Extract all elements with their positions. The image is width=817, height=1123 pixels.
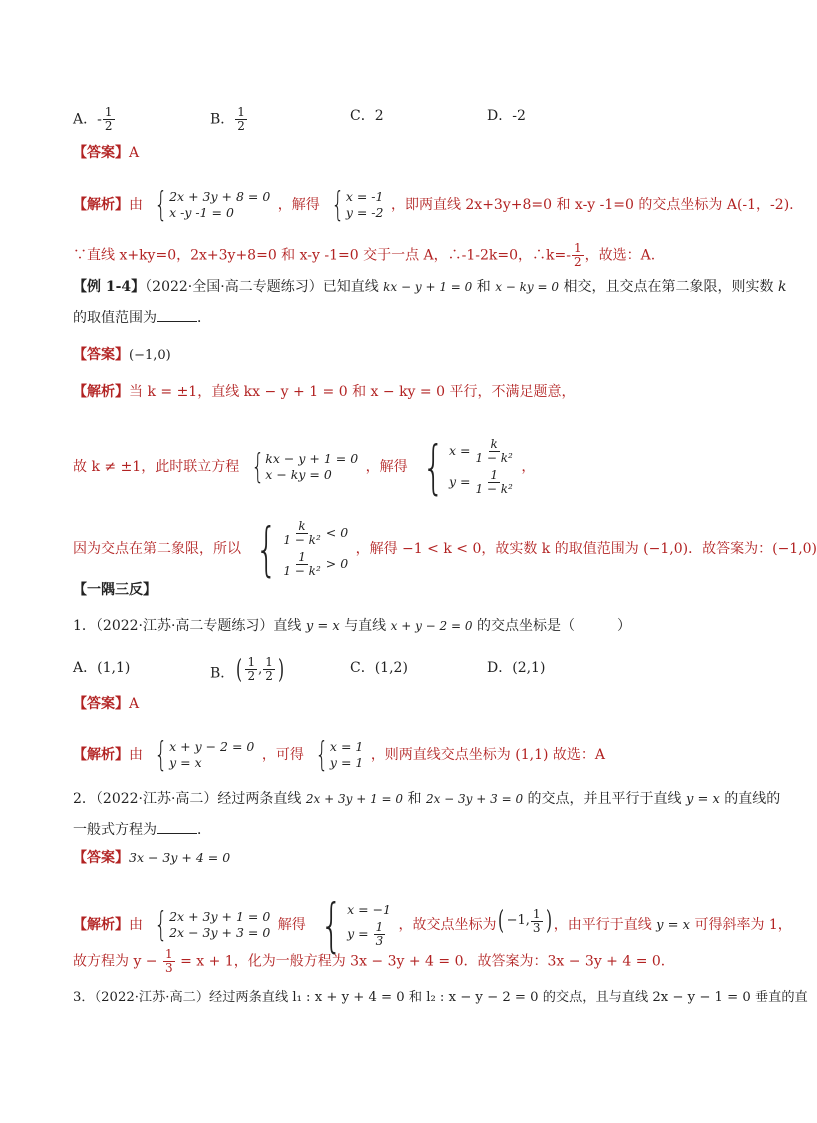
option-value: (1,1)	[97, 660, 131, 676]
text: ，	[521, 459, 536, 475]
text: 由	[129, 917, 143, 933]
text: 与直线	[344, 618, 387, 634]
numerator: 1	[532, 906, 541, 921]
prev-answer	[73, 143, 734, 163]
option-a	[73, 106, 116, 133]
equation: y = x	[305, 619, 340, 634]
option-letter: A．	[73, 660, 98, 676]
denominator: 2	[574, 255, 582, 269]
text: 解得	[277, 917, 306, 933]
option-a	[73, 658, 130, 678]
coord: −1,	[506, 913, 530, 928]
option-value: -2	[512, 108, 526, 124]
text: 1．（2022·江苏·高二专题练习）直线	[73, 618, 302, 634]
option-value: (1,2)	[374, 660, 408, 676]
text: 和	[476, 279, 491, 295]
text: ，由平行于直线	[553, 917, 652, 933]
option-c	[350, 106, 384, 126]
q1-options-row	[73, 656, 734, 686]
text: 因为交点在第二象限，所以	[73, 541, 241, 557]
option-letter: C．	[350, 660, 375, 676]
q2-answer	[73, 848, 734, 868]
answer-value: A	[129, 145, 140, 161]
text: 相交，且交点在第二象限，则实数	[563, 279, 774, 295]
text: 的取值范围为	[73, 310, 157, 326]
denominator: 1 − k²	[283, 533, 321, 547]
text: ，解得	[365, 459, 408, 475]
inequality-1	[282, 520, 348, 547]
equation-system: { kx − y + 1 = 0 x − ky = 0	[250, 447, 359, 487]
intersection-point: ( −1, $\frac{1}{3}$ )	[498, 906, 552, 936]
option-fraction	[235, 106, 247, 133]
equation: y = x	[169, 755, 202, 770]
variable: k	[777, 279, 787, 295]
text: 的直线的	[724, 791, 781, 807]
option-d	[487, 106, 526, 126]
relation: > 0	[325, 556, 349, 571]
q1-stem	[73, 616, 734, 637]
text: 一般式方程为	[73, 822, 157, 838]
solution-x: x = −1	[347, 902, 391, 917]
analysis-tag: 【解析】	[73, 747, 129, 763]
equation-system: { x + y − 2 = 0 y = x	[154, 735, 255, 775]
lhs: y =	[448, 474, 471, 489]
option-value: 2	[374, 108, 384, 124]
text: 由	[129, 747, 143, 763]
denominator: 2	[104, 119, 113, 133]
solution-x	[449, 438, 514, 465]
equation: x + y − 2 = 0	[390, 619, 473, 633]
text: ，解得 −1 < k < 0，故实数 k 的取值范围为 (−1,0)．故答案为：(−1,0)	[355, 541, 817, 557]
numerator: 1	[298, 550, 306, 564]
equation: 2x + 3y + 8 = 0	[169, 189, 271, 204]
equation: y = x	[656, 918, 690, 933]
denominator: 2	[237, 119, 245, 133]
numerator: 1	[165, 947, 173, 961]
denominator: 3	[165, 961, 173, 975]
denominator: 3	[532, 920, 541, 935]
text: ．	[197, 310, 211, 326]
option-fraction	[103, 106, 115, 133]
solution-system: { x = $\frac{k}{\text{1 − k²}}$ y = $\frac{1}{\text{1 − k²}}$	[422, 433, 513, 501]
denominator: 1 − k²	[475, 451, 513, 465]
answer-blank	[157, 309, 197, 322]
text: 的交点，并且平行于直线	[527, 791, 682, 807]
fraction	[283, 520, 320, 547]
text: 故 k ≠ ±1，此时联立方程	[73, 459, 240, 475]
numerator: 1	[265, 655, 273, 669]
equation: x = 1	[329, 739, 364, 754]
analysis-tag: 【解析】	[73, 197, 129, 213]
numerator: 1	[490, 468, 498, 482]
text: ，故交点坐标为	[398, 917, 497, 933]
fraction	[475, 469, 512, 496]
equation: x + y − 2 = 0	[169, 739, 255, 754]
option-letter: B．	[210, 665, 235, 682]
option-b: B． ( $\frac{1}{2}$ , $\frac{1}{2}$ )	[210, 654, 284, 685]
fraction	[475, 438, 512, 465]
fraction	[283, 551, 320, 578]
denominator: 2	[247, 669, 256, 683]
solution-system: { x = −1 y = $\frac{1}{3}$	[320, 891, 391, 959]
option-letter: B．	[210, 111, 235, 128]
equation: x = -1	[345, 189, 384, 204]
equation: 2x + 3y + 1 = 0	[169, 909, 271, 924]
analysis-tag: 【解析】	[73, 917, 129, 933]
text: = x + 1，化为一般方程为 3x − 3y + 4 = 0．故答案为：3x − 3y + 4 = 0．	[180, 953, 675, 970]
equation: x − ky = 0	[265, 467, 332, 482]
text: ∵直线 x+ky=0，2x+3y+8=0 和 x-y -1=0 交于一点 A，∴-1-2k=0，∴k=-	[73, 247, 571, 264]
answer-tag: 【答案】	[73, 347, 129, 363]
fraction	[263, 656, 275, 683]
q2-analysis-2	[73, 948, 734, 975]
option-b	[210, 106, 248, 133]
solution-y	[347, 921, 391, 948]
prev-analysis-1	[73, 185, 794, 225]
numerator: k	[490, 437, 498, 451]
answer-value: A	[129, 696, 140, 712]
option-letter: A．	[73, 111, 98, 128]
equation: x − ky = 0	[495, 280, 560, 294]
equation: kx − y + 1 = 0	[383, 280, 473, 294]
text: （2022·全国·高二专题练习）已知直线	[145, 279, 379, 295]
answer-tag: 【答案】	[73, 696, 129, 712]
fraction	[245, 656, 257, 683]
fraction	[163, 948, 175, 975]
option-letter: C．	[350, 108, 375, 124]
equation-system: { 2x + 3y + 8 = 0 x -y -1 = 0	[154, 185, 271, 225]
text: ，即两直线 2x+3y+8=0 和 x-y -1=0 的交点坐标为 A(-1，-2).	[390, 197, 794, 213]
lhs: y =	[347, 926, 369, 941]
answer-tag: 【答案】	[73, 145, 129, 161]
example-1-4-analysis-2	[73, 433, 734, 501]
text: 的交点坐标是（ ）	[476, 618, 631, 634]
equation: 2x − 3y + 3 = 0	[425, 792, 524, 806]
answer-tag: 【答案】	[73, 850, 129, 866]
analysis-tag: 【解析】	[73, 384, 129, 400]
text: ，故选：A.	[584, 247, 656, 264]
denominator: 2	[265, 669, 273, 683]
text: 2．（2022·江苏·高二）经过两条直线	[73, 791, 302, 807]
option-c	[350, 658, 408, 678]
numerator: 1	[237, 105, 245, 119]
q2-stem-2	[73, 820, 734, 840]
option-value: (2,1)	[512, 660, 546, 676]
text: 由	[129, 197, 143, 213]
inequality-2	[282, 551, 348, 578]
prev-analysis-2	[73, 242, 734, 269]
numerator: k	[298, 519, 306, 533]
text: 可得斜率为 1，	[694, 917, 792, 933]
numerator: 1	[375, 920, 384, 934]
equation: kx − y + 1 = 0	[265, 451, 359, 466]
fraction	[531, 908, 543, 935]
q1-analysis	[73, 735, 734, 775]
numerator: 1	[574, 241, 582, 255]
q1-answer	[73, 694, 734, 714]
answer-blank	[157, 821, 197, 834]
example-1-4-stem-2	[73, 308, 734, 328]
denominator: 1 − k²	[475, 482, 513, 496]
text: 故方程为 y −	[73, 953, 158, 970]
q2-analysis-1	[73, 891, 792, 959]
solution-system: { x = -1 y = -2	[331, 185, 384, 225]
numerator: 1	[104, 105, 113, 119]
denominator: 3	[375, 934, 384, 948]
equation: 2x − 3y + 3 = 0	[169, 925, 271, 940]
inequality-system: { $\frac{k}{\text{1 − k²}}$ < 0 $\frac{1}{\text{1 − k²}}$ > 0	[255, 515, 349, 583]
q3-stem: 3．（2022·江苏·高二）经过两条直线 l₁ : x + y + 4 = 0 和 l₂ : x − y − 2 = 0 的交点，且与直线 2x − y − 1 = 0 垂直的直	[73, 990, 808, 1005]
option-sign: -	[97, 111, 102, 128]
fraction	[572, 242, 584, 269]
section-header: 【一隅三反】	[73, 582, 157, 598]
equation: y = -2	[345, 205, 384, 220]
equation-system: { 2x + 3y + 1 = 0 2x − 3y + 3 = 0	[154, 905, 271, 945]
equation: 2x + 3y + 1 = 0	[305, 792, 404, 806]
text: 当 k = ±1，直线 kx − y + 1 = 0 和 x − ky = 0 平行，不满足题意，	[129, 384, 576, 400]
equation: x -y -1 = 0	[169, 205, 234, 220]
option-letter: D．	[487, 108, 513, 124]
option-letter: D．	[487, 660, 513, 676]
example-1-4-stem	[73, 277, 787, 297]
example-label: 【例 1-4】	[73, 279, 146, 295]
equation: y = 1	[329, 755, 364, 770]
q2-stem	[73, 789, 781, 810]
numerator: 1	[247, 655, 256, 669]
example-1-4-analysis-3	[73, 515, 817, 583]
example-1-4-analysis-1	[73, 382, 734, 402]
solution-y	[449, 469, 514, 496]
example-1-4-answer	[73, 345, 734, 366]
lhs: x =	[448, 443, 471, 458]
answer-value: 3x − 3y + 4 = 0	[129, 850, 231, 865]
denominator: 1 − k²	[283, 564, 321, 578]
text: ，解得	[277, 197, 320, 213]
option-d	[487, 658, 545, 678]
fraction	[374, 921, 386, 948]
text: 和	[407, 791, 422, 807]
solution-system: { x = 1 y = 1	[315, 735, 364, 775]
answer-value: (−1,0)	[129, 348, 171, 363]
text: ，可得	[261, 747, 304, 763]
relation: < 0	[325, 525, 349, 540]
text: ，则两直线交点坐标为 (1,1) 故选：A	[370, 747, 606, 763]
text: ．	[197, 822, 211, 838]
equation: y = x	[685, 792, 720, 807]
